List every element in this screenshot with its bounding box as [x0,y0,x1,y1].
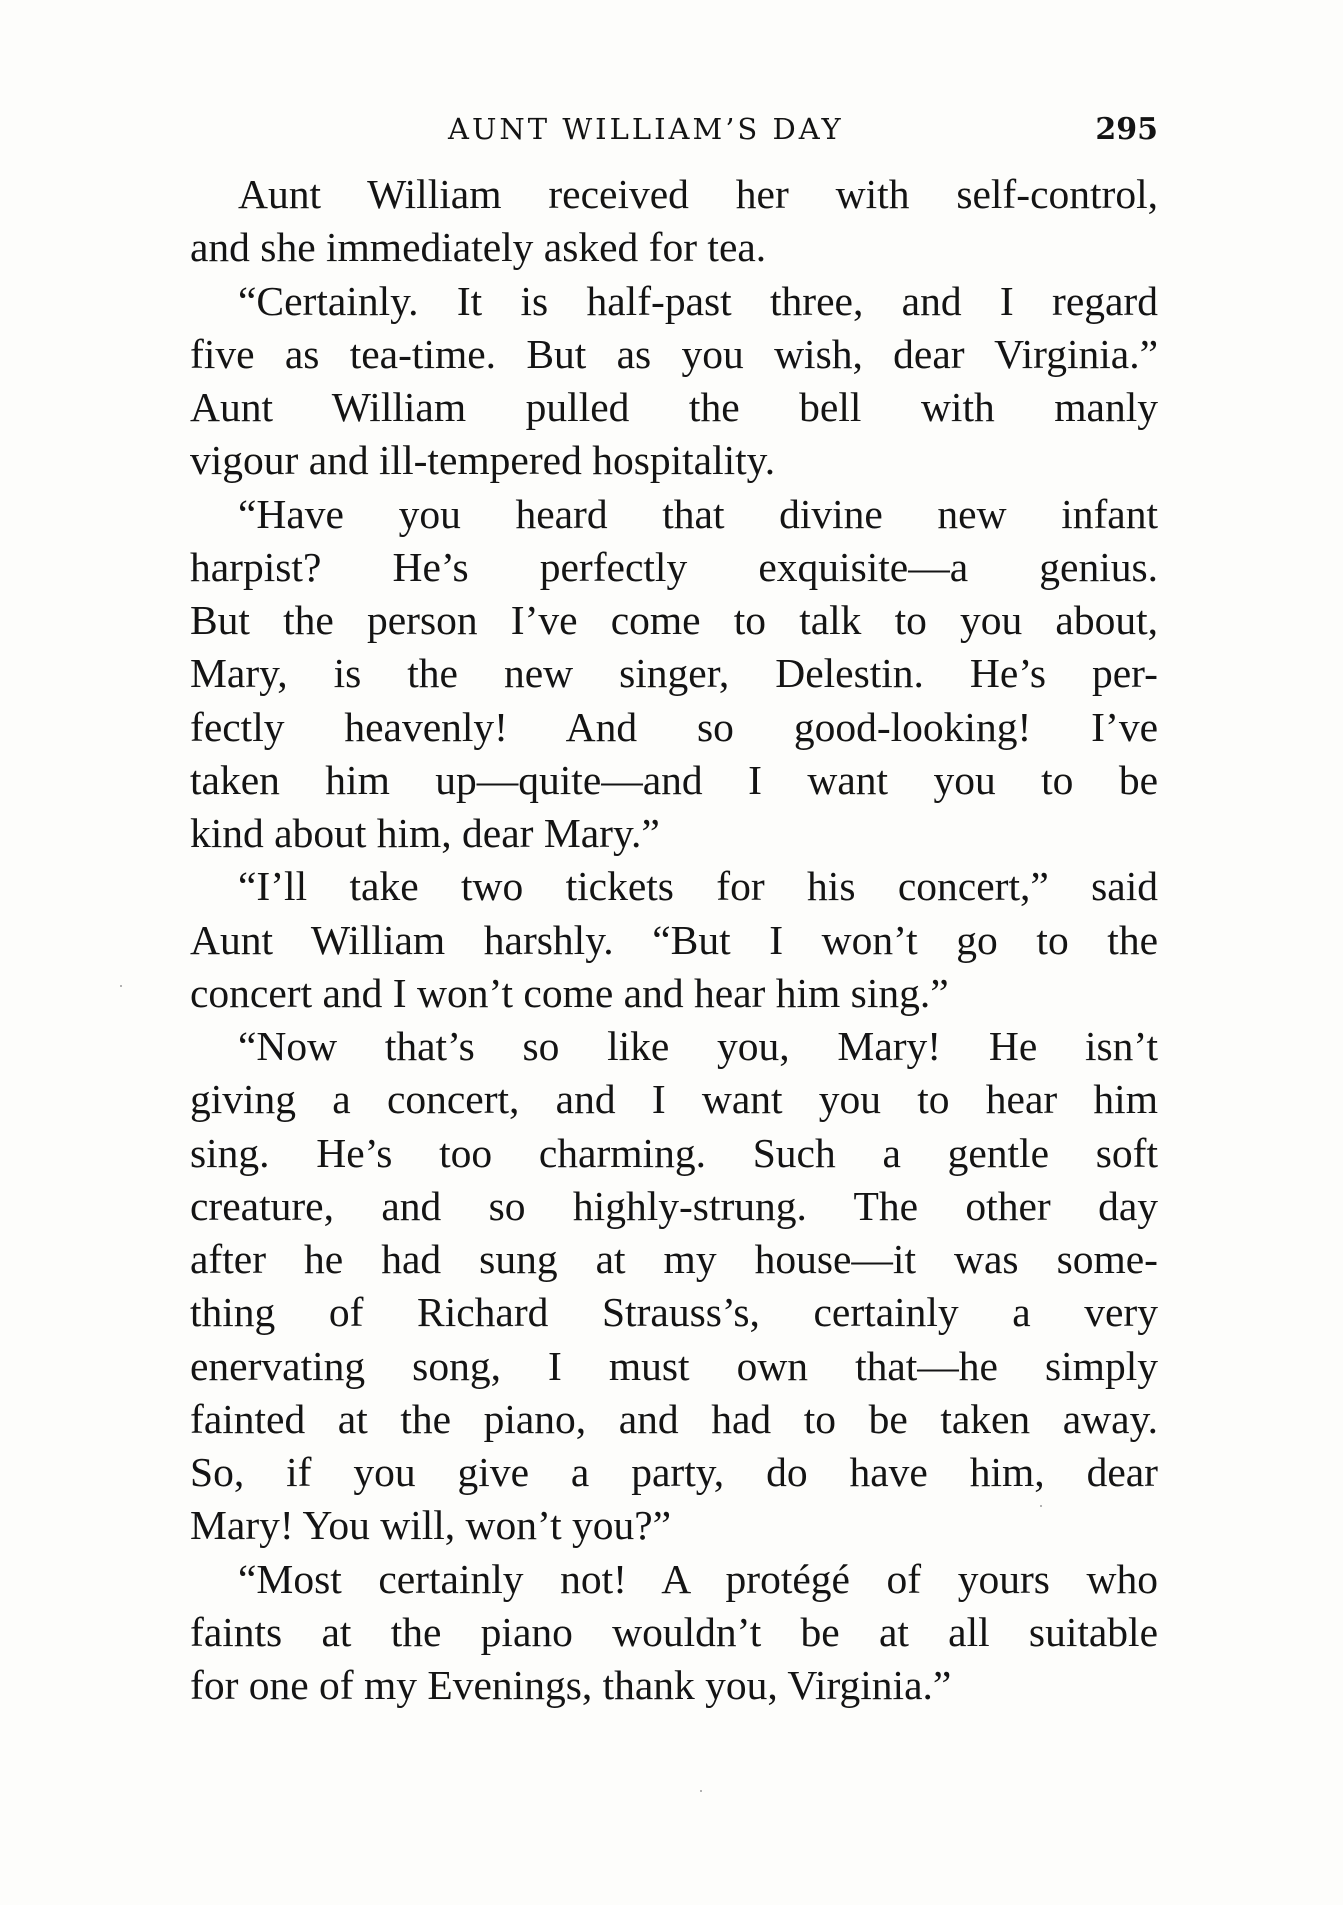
text-line: Aunt William pulled the bell with manly [190,384,1158,430]
text-line: giving a concert, and I want you to hear him [190,1076,1158,1123]
paper-speck [700,1790,702,1792]
text-line: harpist? He’s perfectly exquisite—a genius. [190,543,1158,590]
text-line: Aunt William received her with self-control, [238,171,1158,217]
text-line: concert and I won’t come and hear him sing.” [190,969,949,1016]
text-line: “Now that’s so like you, Mary! He isn’t [238,1023,1158,1069]
text-line: Mary! You will, won’t you?” [190,1502,672,1549]
text-line: Mary, is the new singer, Delestin. He’s per- [190,650,1158,697]
text-line: “Most certainly not! A protégé of yours who [238,1555,1158,1602]
text-line: kind about him, dear Mary.” [190,810,660,856]
text-line: taken him up—quite—and I want you to be [190,756,1158,803]
page-number: 295 [1095,112,1158,147]
body-text [190,168,1158,1712]
running-title: AUNT WILLIAM’S DAY [448,112,844,146]
text-line: “Certainly. It is half-past three, and I regard [238,277,1158,324]
text-line: and she immediately asked for tea. [190,224,767,271]
text-line: fainted at the piano, and had to be taken away. [190,1395,1158,1442]
text-line: after he had sung at my house—it was some- [190,1236,1158,1282]
text-line: fectly heavenly! And so good-looking! I’ve [190,703,1158,750]
text-line: five as tea-time. But as you wish, dear Virginia.” [190,330,1158,377]
text-line: “Have you heard that divine new infant [238,490,1158,537]
text-line: sing. He’s too charming. Such a gentle soft [190,1129,1158,1176]
text-line: for one of my Evenings, thank you, Virginia.” [190,1662,952,1708]
text-line: thing of Richard Strauss’s, certainly a very [190,1289,1158,1336]
text-line: “I’ll take two tickets for his concert,” said [238,863,1158,910]
text-line: enervating song, I must own that—he simply [190,1342,1158,1389]
text-line: So, if you give a party, do have him, dear [190,1449,1158,1495]
text-line: Aunt William harshly. “But I won’t go to the [190,916,1158,963]
paper-speck [120,985,122,987]
text-line: vigour and ill-tempered hospitality. [190,437,776,484]
text-line: creature, and so highly-strung. The other day [190,1182,1158,1229]
paper-speck [1040,1505,1042,1507]
text-line: But the person I’ve come to talk to you about, [190,597,1158,643]
text-line: faints at the piano wouldn’t be at all suitable [190,1608,1158,1655]
running-head [190,112,1158,152]
